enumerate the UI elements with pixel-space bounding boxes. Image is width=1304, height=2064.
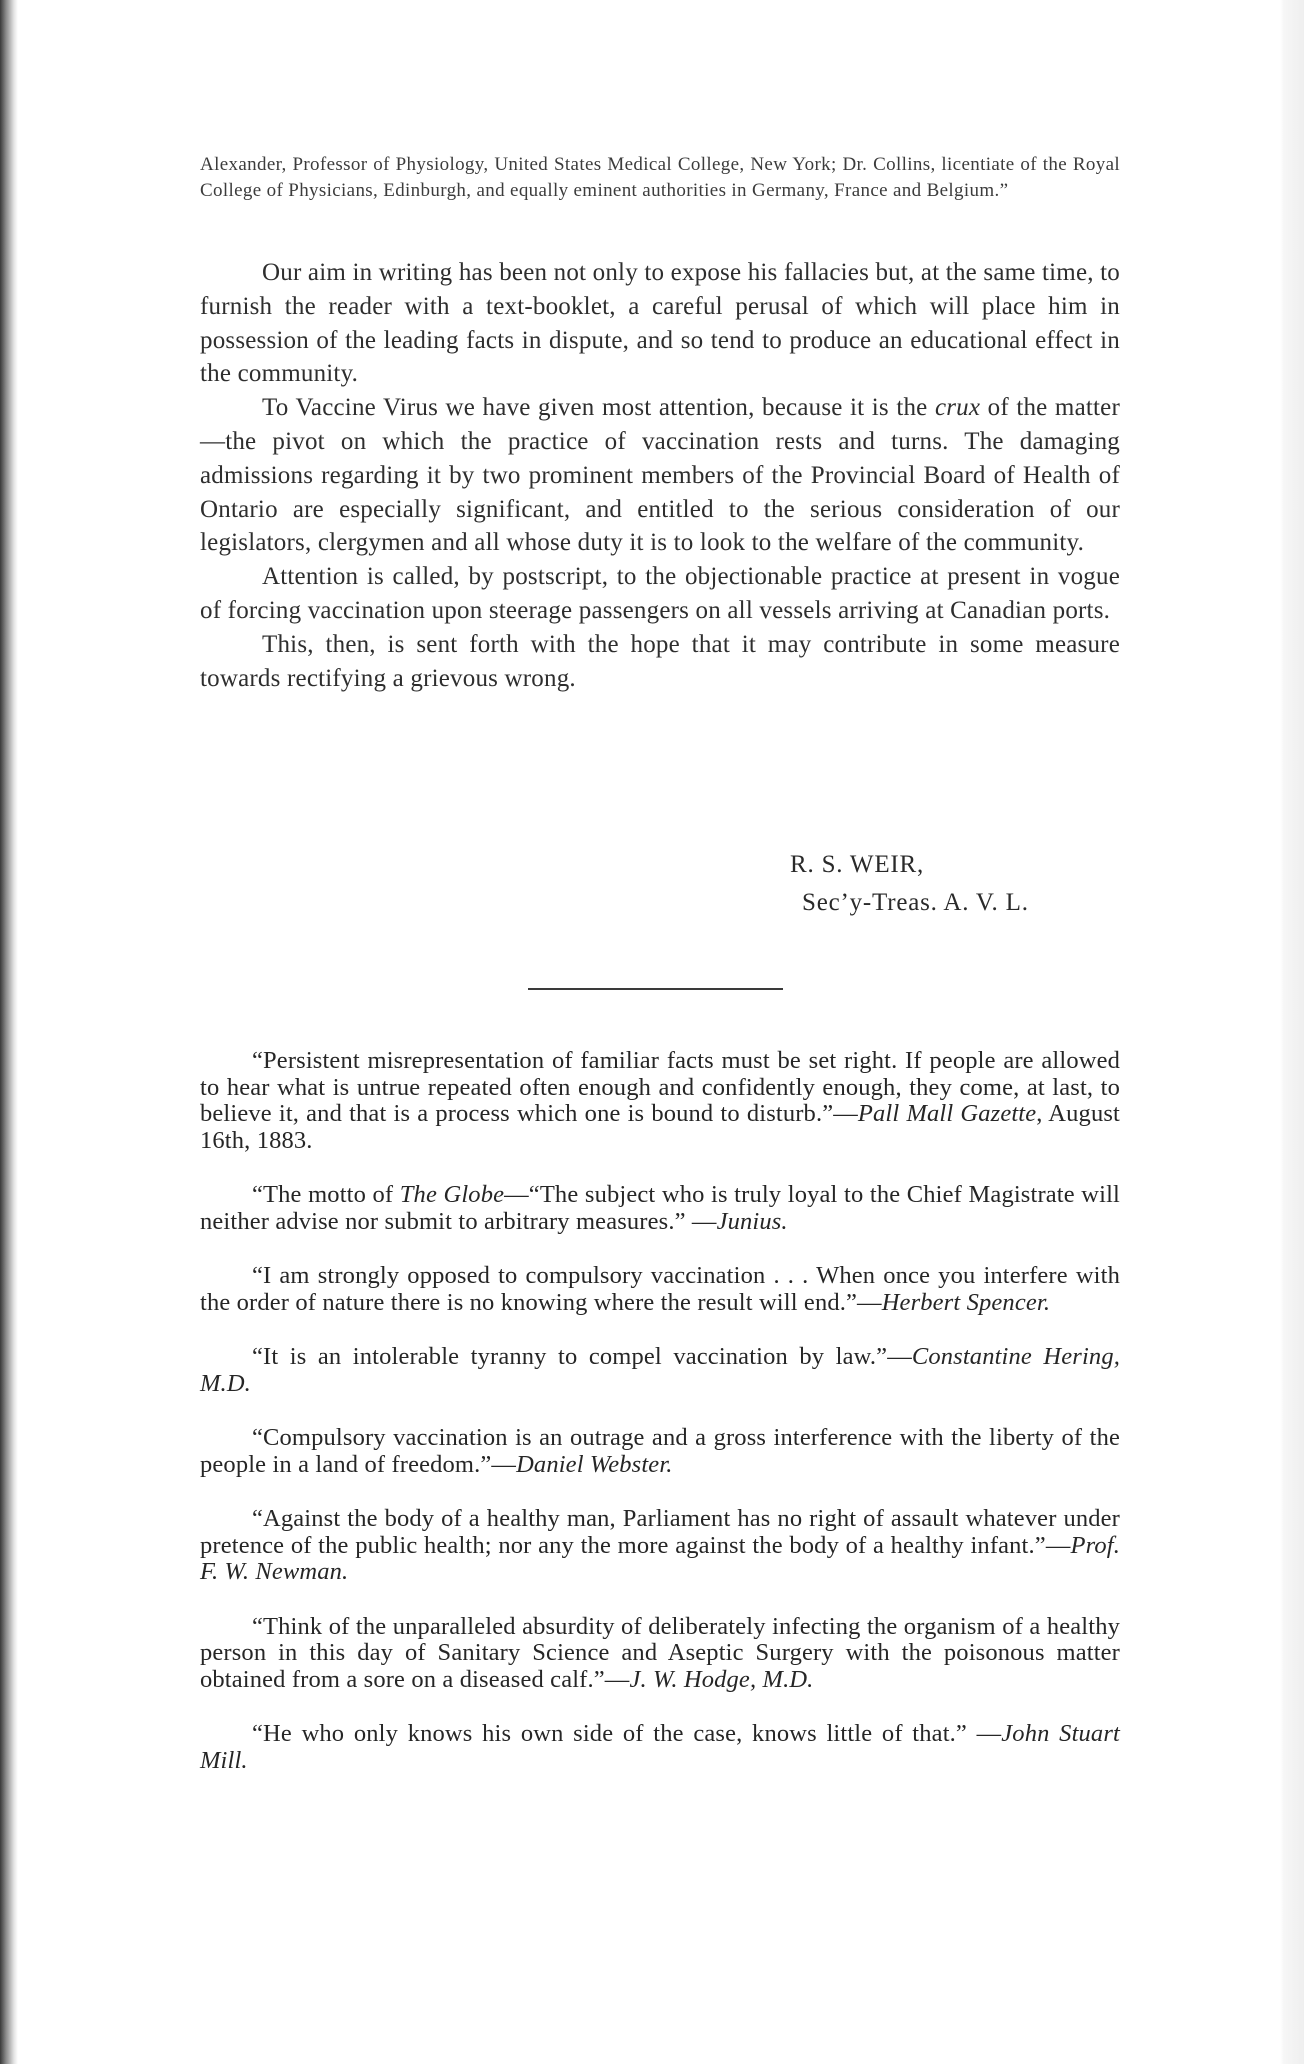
quote-1-text: “Persistent misrepresentation of familiar facts must be set right. If people are allowed to hear what is untrue repeated often enough and confidently enough, they come, at last, to believe it, and that is a process which one is bound to disturb.”— — [200, 1047, 1120, 1127]
signature-title: Sec’y-Treas. A. V. L. — [802, 889, 1029, 916]
quote-4-attribution: Constantine Hering, M.D. — [200, 1343, 1120, 1397]
intro-paragraph: Alexander, Professor of Physiology, United States Medical College, New York; Dr. Collins, licentiate of the Royal College of Physicians, Edinburgh, and equally eminent authorities in Germany, France and Belgium.” — [200, 154, 1120, 201]
body-paragraph-1-text: Our aim in writing has been not only to expose his fallacies but, at the same time, to furnish the reader with a text-booklet, a careful perusal of which will place him in possession of the leading facts in dispute, and so tend to produce an educational effect in the community. — [200, 259, 1120, 388]
quote-8-attribution: John Stuart Mill. — [200, 1720, 1120, 1774]
quote-2-text: “The motto of — [252, 1181, 400, 1208]
quote-2-attribution-2: Junius. — [716, 1207, 788, 1235]
body-paragraph-3 — [200, 560, 1120, 628]
quote-pall-mall — [200, 1048, 1120, 1154]
quote-newman — [200, 1506, 1120, 1586]
quotations-section — [200, 1048, 1120, 1802]
quote-hodge — [200, 1614, 1120, 1694]
quote-2-after: —“The subject who is truly loyal to the Chief Magistrate will neither advise nor submit to arbitrary measures.” — — [200, 1181, 1120, 1235]
quote-hering — [200, 1344, 1120, 1397]
quote-2-attribution: The Globe — [399, 1181, 505, 1208]
quote-3-attribution: Herbert Spencer. — [881, 1288, 1051, 1316]
preface-body — [200, 256, 1120, 695]
body-paragraph-2-italic: crux — [934, 394, 981, 422]
quote-4-text: “It is an intolerable tyranny to compel vaccination by law.”— — [252, 1343, 912, 1370]
signature-name: R. S. WEIR, — [790, 851, 925, 878]
quote-mill — [200, 1721, 1120, 1774]
quote-7-attribution: J. W. Hodge, M.D. — [629, 1665, 814, 1693]
intro-continuation — [200, 152, 1120, 203]
quote-junius — [200, 1182, 1120, 1235]
body-paragraph-3-text: Attention is called, by postscript, to the objectionable practice at present in vogue of forcing vaccination upon steerage passengers on all vessels arriving at Canadian ports. — [200, 563, 1120, 624]
quote-8-text: “He who only knows his own side of the case, knows little of that.” — — [252, 1720, 1002, 1747]
scan-left-edge — [0, 0, 18, 2064]
quote-webster — [200, 1425, 1120, 1478]
quote-5-text: “Compulsory vaccination is an outrage and a gross interference with the liberty of the people in a land of freedom.”— — [200, 1424, 1120, 1478]
body-paragraph-2-text-b: of the matter—the pivot on which the practice of vaccination rests and turns. The damaging admissions regarding it by two prominent members of the Provincial Board of Health of Ontario are especially significant, and entitled to the serious consideration of our legislators, clergymen and all whose duty it is to look to the welfare of the community. — [200, 394, 1120, 557]
body-paragraph-2-text-a: To Vaccine Virus we have given most attention, because it is the — [262, 394, 935, 422]
quote-spencer — [200, 1263, 1120, 1316]
section-divider — [528, 988, 783, 990]
body-paragraph-1 — [200, 256, 1120, 391]
body-paragraph-4 — [200, 628, 1120, 696]
body-paragraph-2 — [200, 391, 1120, 560]
signature-block — [790, 846, 1090, 922]
quote-6-text: “Against the body of a healthy man, Parliament has no right of assault whatever under pretence of the public health; nor any the more against the body of a healthy infant.”— — [200, 1505, 1120, 1559]
quote-1-attribution: Pall Mall Gazette — [857, 1100, 1037, 1127]
quote-7-text: “Think of the unparalleled absurdity of deliberately infecting the organism of a healthy person in this day of Sanitary Science and Aseptic Surgery with the poisonous matter obtained from a sore on a diseased calf.”— — [200, 1612, 1120, 1693]
quote-5-attribution: Daniel Webster. — [516, 1450, 673, 1478]
quote-6-attribution: Prof. F. W. Newman. — [200, 1531, 1120, 1585]
body-paragraph-4-text: This, then, is sent forth with the hope that it may contribute in some measure towards rectifying a grievous wrong. — [200, 630, 1120, 692]
quote-3-text: “I am strongly opposed to compulsory vaccination . . . When once you interfere with the order of nature there is no knowing where the result will end.”— — [200, 1262, 1120, 1316]
scan-right-edge — [1280, 0, 1304, 2064]
quote-1-after: , August 16th, 1883. — [200, 1100, 1120, 1154]
